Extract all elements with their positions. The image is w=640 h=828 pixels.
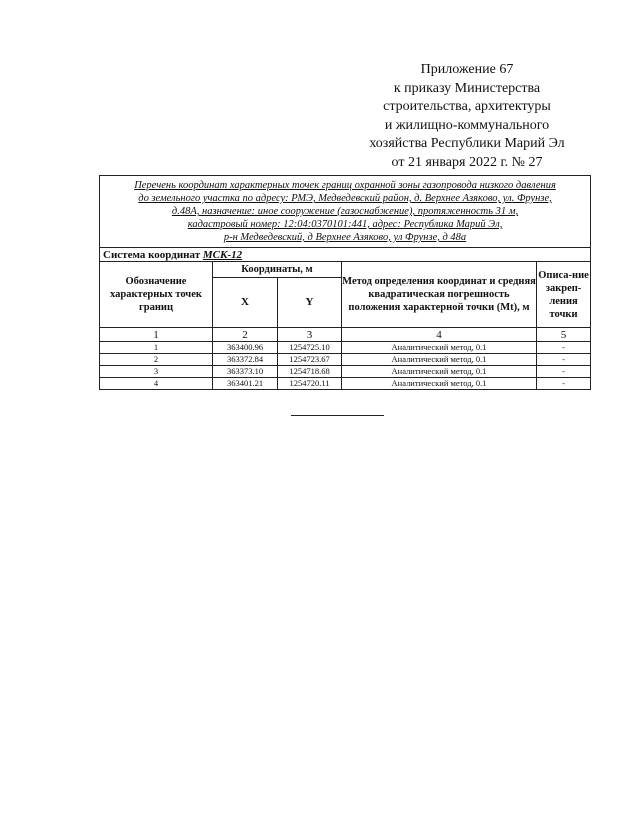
description-line: Перечень координат характерных точек границ охранной зоны газопровода низкого давления <box>134 180 556 191</box>
x-coordinate: 363400.96 <box>213 342 278 354</box>
point-number: 3 <box>100 366 213 378</box>
table-row <box>100 354 591 366</box>
column-number: 5 <box>537 328 591 342</box>
appendix-line: Приложение 67 <box>420 62 514 77</box>
description-line: д.48А, назначение: иное сооружение (газоснабжение), протяженность 31 м, <box>171 206 519 217</box>
method-cell: Аналитический метод, 0.1 <box>342 354 537 366</box>
appendix-line: хозяйства Республики Марий Эл <box>369 136 565 151</box>
description-line: до земельного участка по адресу: РМЭ, Медведевский район, д. Верхнее Азяково, ул. Фрунзе, <box>138 193 552 204</box>
appendix-header <box>352 61 582 172</box>
header-y: Y <box>278 278 342 328</box>
table-row <box>100 342 591 354</box>
appendix-line: к приказу Министерства <box>393 80 541 96</box>
coordinate-system <box>100 248 591 262</box>
x-coordinate: 363373.10 <box>213 366 278 378</box>
appendix-line: от 21 января 2022 г. № 27 <box>391 154 543 170</box>
x-coordinate: 363401.21 <box>213 378 278 390</box>
header-point: Обозначение характерных точек границ <box>100 262 213 328</box>
point-number: 4 <box>100 378 213 390</box>
header-fix: Описа-ние закреп-ления точки <box>537 262 591 328</box>
method-cell: Аналитический метод, 0.1 <box>342 366 537 378</box>
fix-cell: - <box>537 354 591 366</box>
header-method: Метод определения координат и средняя квадратическая погрешность положения характерной точки (Mt), м <box>342 262 537 328</box>
column-number: 4 <box>342 328 537 342</box>
header-x: X <box>213 278 278 328</box>
description-line: р-н Медведевский, д Верхнее Азяково, ул Фрунзе, д 48а <box>223 232 467 243</box>
coordinates-table <box>99 175 591 390</box>
coordinate-system-label: Система координат <box>103 248 201 261</box>
fix-cell: - <box>537 366 591 378</box>
table-description <box>100 176 591 248</box>
header-coords: Координаты, м <box>213 262 342 278</box>
fix-cell: - <box>537 342 591 354</box>
method-cell: Аналитический метод, 0.1 <box>342 342 537 354</box>
description-line: кадастровый номер: 12:04:0370101:441, адрес: Республика Марий Эл, <box>187 219 503 230</box>
appendix-line: и жилищно-коммунального <box>384 117 550 133</box>
y-coordinate: 1254720.11 <box>278 378 342 390</box>
column-number: 1 <box>100 328 213 342</box>
table-row <box>100 378 591 390</box>
column-numbers-row <box>100 328 591 342</box>
x-coordinate: 363372.84 <box>213 354 278 366</box>
column-number: 3 <box>278 328 342 342</box>
column-number: 2 <box>213 328 278 342</box>
y-coordinate: 1254725.10 <box>278 342 342 354</box>
coordinate-system-name: МСК-12 <box>202 248 243 261</box>
method-cell: Аналитический метод, 0.1 <box>342 378 537 390</box>
y-coordinate: 1254718.68 <box>278 366 342 378</box>
y-coordinate: 1254723.67 <box>278 354 342 366</box>
appendix-line: строительства, архитектуры <box>383 99 551 114</box>
point-number: 2 <box>100 354 213 366</box>
table-row <box>100 366 591 378</box>
point-number: 1 <box>100 342 213 354</box>
fix-cell: - <box>537 378 591 390</box>
closing-rule <box>291 415 384 416</box>
